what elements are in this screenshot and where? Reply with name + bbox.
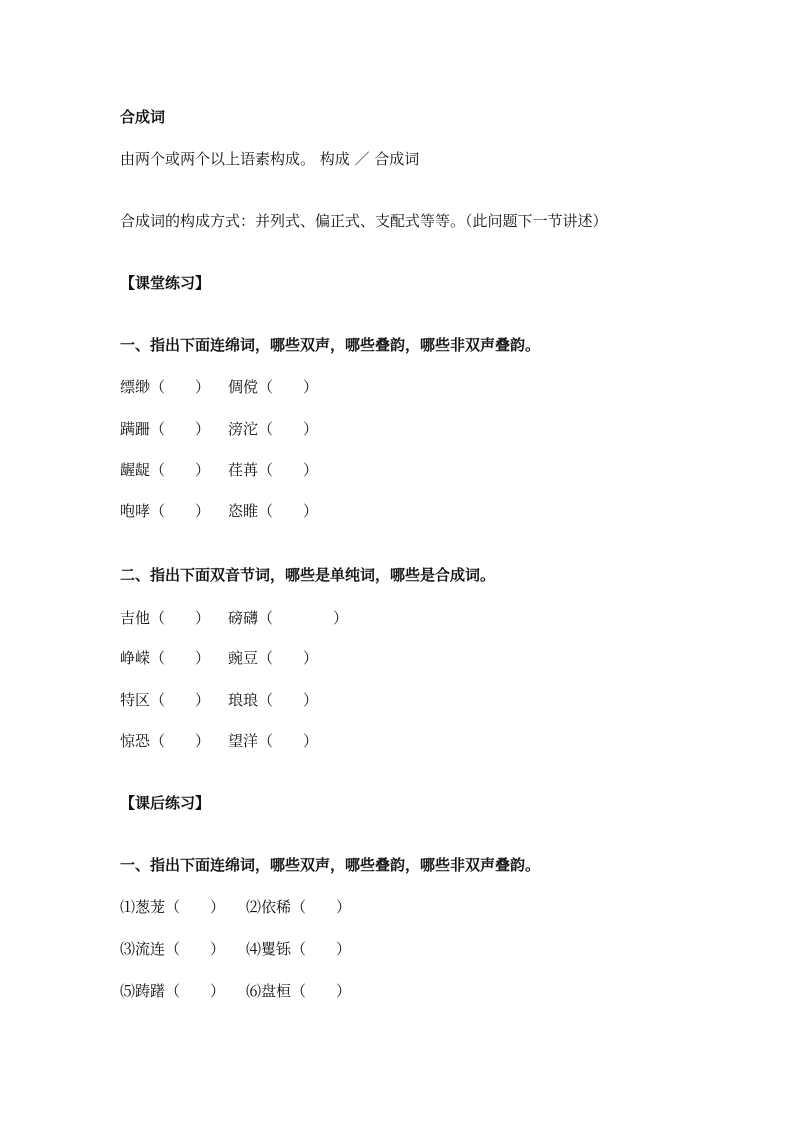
list-item: 滂沱（ ） — [228, 420, 319, 438]
classwork-q2-prompt: 二、指出下面双音节词，哪些是单纯词，哪些是合成词。 — [120, 566, 496, 584]
list-item: 望洋（ ） — [228, 732, 319, 750]
list-item: ⑷矍铄（ ） — [246, 940, 352, 958]
list-item: 恣睢（ ） — [228, 502, 319, 520]
list-item: 倜傥（ ） — [228, 378, 319, 396]
list-item: 峥嵘（ ） — [120, 649, 211, 667]
list-item: ⑹盘桓（ ） — [246, 982, 352, 1000]
list-item: 吉他（ ） — [120, 609, 211, 627]
list-item: 磅礴（ ） — [228, 609, 349, 627]
section-heading: 合成词 — [120, 108, 166, 126]
list-item: 缥缈（ ） — [120, 378, 211, 396]
classwork-q1-prompt: 一、指出下面连绵词，哪些双声，哪些叠韵，哪些非双声叠韵。 — [120, 336, 541, 354]
definition-text: 由两个或两个以上语素构成。 构成 ／ 合成词 — [120, 150, 420, 168]
list-item: ⑴葱茏（ ） — [120, 898, 226, 916]
homework-title: 【课后练习】 — [120, 794, 211, 812]
list-item: 惊恐（ ） — [120, 732, 211, 750]
methods-text: 合成词的构成方式：并列式、偏正式、支配式等等。（此问题下一节讲述） — [120, 212, 608, 230]
list-item: 琅琅（ ） — [228, 691, 319, 709]
list-item: 豌豆（ ） — [228, 649, 319, 667]
list-item: ⑵依稀（ ） — [246, 898, 352, 916]
list-item: 特区（ ） — [120, 691, 211, 709]
list-item: 蹒跚（ ） — [120, 420, 211, 438]
list-item: 咆哮（ ） — [120, 502, 211, 520]
list-item: ⑶流连（ ） — [120, 940, 226, 958]
homework-q1-prompt: 一、指出下面连绵词，哪些双声，哪些叠韵，哪些非双声叠韵。 — [120, 856, 541, 874]
list-item: 龌龊（ ） — [120, 461, 211, 479]
list-item: ⑸踌躇（ ） — [120, 982, 226, 1000]
list-item: 荏苒（ ） — [228, 461, 319, 479]
classwork-title: 【课堂练习】 — [120, 274, 211, 292]
